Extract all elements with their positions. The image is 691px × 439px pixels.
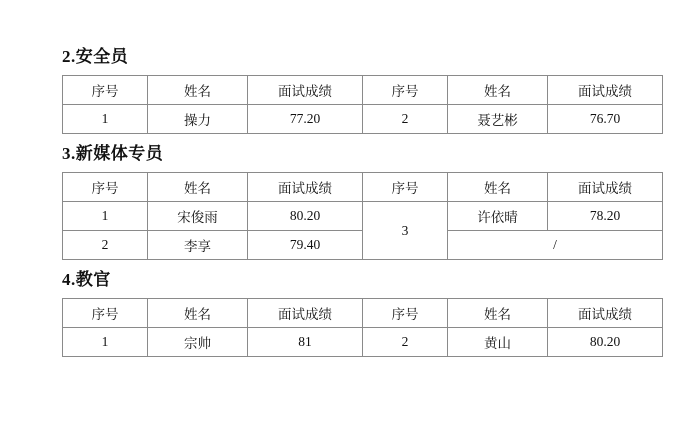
column-header-name-2: 姓名: [448, 299, 548, 328]
column-header-name-2: 姓名: [448, 173, 548, 202]
cell-name-2: 黄山: [448, 328, 548, 357]
column-header-score: 面试成绩: [248, 173, 363, 202]
cell-name: 宗帅: [148, 328, 248, 357]
cell-score-2: 80.20: [548, 328, 663, 357]
column-header-score-2: 面试成绩: [548, 173, 663, 202]
section-heading: 2.安全员: [62, 47, 129, 66]
cell-name-2: 聂艺彬: [448, 105, 548, 134]
section-heading: 4.教官: [62, 270, 111, 289]
section-anquanyuan: [62, 46, 631, 134]
column-header-index-2: 序号: [363, 76, 448, 105]
column-header-score-2: 面试成绩: [548, 76, 663, 105]
column-header-index: 序号: [63, 299, 148, 328]
cell-name: 宋俊雨: [148, 202, 248, 231]
cell-empty-placeholder: /: [448, 231, 663, 260]
table-header-row: [63, 76, 663, 105]
table-header-row: [63, 173, 663, 202]
cell-score: 80.20: [248, 202, 363, 231]
cell-index: 2: [63, 231, 148, 260]
column-header-index: 序号: [63, 173, 148, 202]
cell-score: 77.20: [248, 105, 363, 134]
section-heading: 3.新媒体专员: [62, 144, 164, 163]
column-header-index: 序号: [63, 76, 148, 105]
table-row: [63, 105, 663, 134]
table-row: [63, 328, 663, 357]
cell-index: 1: [63, 105, 148, 134]
cell-name-2: 许依晴: [448, 202, 548, 231]
section-jiaoguan: [62, 269, 631, 357]
cell-name: 李享: [148, 231, 248, 260]
cell-score-2: 76.70: [548, 105, 663, 134]
table-row: [63, 202, 663, 231]
cell-index-2: 2: [363, 328, 448, 357]
cell-score: 79.40: [248, 231, 363, 260]
cell-score: 81: [248, 328, 363, 357]
grades-table: [62, 298, 663, 357]
grades-table: [62, 172, 663, 260]
cell-score-2: 78.20: [548, 202, 663, 231]
cell-index: 1: [63, 328, 148, 357]
column-header-name: 姓名: [148, 173, 248, 202]
column-header-name-2: 姓名: [448, 76, 548, 105]
column-header-score: 面试成绩: [248, 76, 363, 105]
cell-index: 1: [63, 202, 148, 231]
cell-index-2: 3: [363, 202, 448, 260]
column-header-index-2: 序号: [363, 173, 448, 202]
grades-table: [62, 75, 663, 134]
cell-name: 操力: [148, 105, 248, 134]
column-header-score: 面试成绩: [248, 299, 363, 328]
cell-index-2: 2: [363, 105, 448, 134]
column-header-name: 姓名: [148, 76, 248, 105]
table-header-row: [63, 299, 663, 328]
column-header-index-2: 序号: [363, 299, 448, 328]
column-header-score-2: 面试成绩: [548, 299, 663, 328]
column-header-name: 姓名: [148, 299, 248, 328]
section-xinmeiti-zhuanyuan: [62, 143, 631, 260]
